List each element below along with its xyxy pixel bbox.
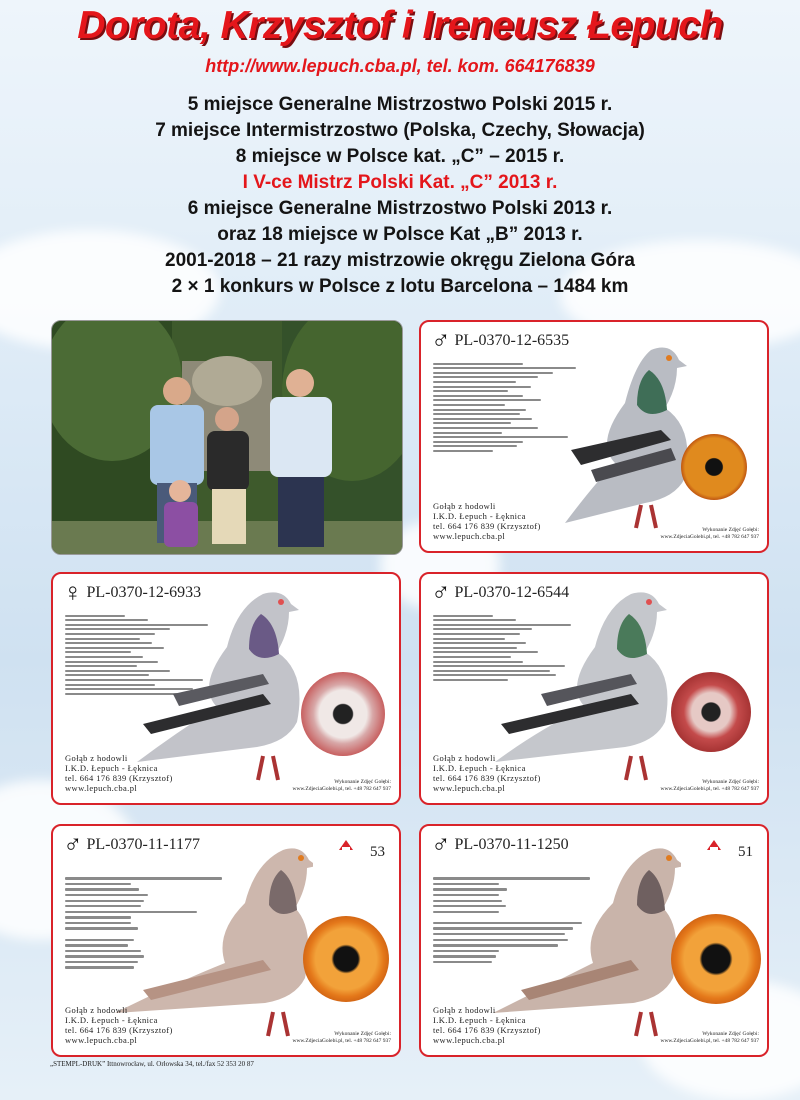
photo-credit [660, 1031, 759, 1045]
printer-footer: „STEMPL-DRUK” Ittnowrocław, ul. Orłowska 34, tel./fax 52 353 20 87 [50, 1060, 254, 1068]
breeder-line: tel. 664 176 839 (Krzysztof) [433, 1025, 541, 1035]
ring-number: PL-0370-11-1250 [454, 836, 569, 853]
male-symbol-icon: ♂ [431, 326, 451, 355]
achievement-line: 2 × 1 konkurs w Polsce z lotu Barcelona – 1484 km [171, 276, 629, 297]
contact-line: http://www.lepuch.cba.pl, tel. kom. 664176839 [205, 56, 595, 76]
breeder-line: tel. 664 176 839 (Krzysztof) [65, 1025, 173, 1035]
breeder-line: tel. 664 176 839 (Krzysztof) [65, 773, 173, 783]
breeder-line: I.K.D. Łepuch - Łęknica [433, 763, 526, 773]
breeder-info [65, 753, 173, 793]
pigeon-eye-image [301, 672, 385, 756]
photo-credit [660, 779, 759, 793]
breeder-line: Gołąb z hodowli [65, 753, 128, 763]
credit-line: Wykonanie Zdjęć Gołębi: [334, 1031, 391, 1037]
male-symbol-icon: ♂ [431, 578, 451, 607]
pigeon-eye-image [671, 672, 751, 752]
breeder-info [433, 501, 541, 541]
breeder-line: Gołąb z hodowli [433, 501, 496, 511]
credit-line: Wykonanie Zdjęć Gołębi: [702, 779, 759, 785]
male-symbol-icon: ♂ [431, 830, 451, 859]
breeder-line: I.K.D. Łepuch - Łęknica [65, 1015, 158, 1025]
breeder-line: tel. 664 176 839 (Krzysztof) [433, 521, 541, 531]
achievement-line: 5 miejsce Generalne Mistrzostwo Polski 2015 r. [187, 94, 613, 115]
achievement-line: 6 miejsce Generalne Mistrzostwo Polski 2013 r. [187, 198, 613, 219]
achievement-line: 8 miejsce w Polsce kat. „C” – 2015 r. [235, 146, 565, 167]
credit-line: www.ZdjeciaGolebi.pl, tel. +48 782 647 937 [292, 1038, 391, 1044]
page-title: Dorota, Krzysztof i Ireneusz Łepuch [77, 4, 723, 47]
photo-credit [292, 1031, 391, 1045]
breeder-line: I.K.D. Łepuch - Łęknica [65, 763, 158, 773]
credit-line: www.ZdjeciaGolebi.pl, tel. +48 782 647 937 [660, 786, 759, 792]
achievement-line: 7 miejsce Intermistrzostwo (Polska, Czechy, Słowacja) [155, 120, 645, 141]
breeder-line: I.K.D. Łepuch - Łęknica [433, 1015, 526, 1025]
breeder-line: tel. 664 176 839 (Krzysztof) [433, 773, 541, 783]
photo-credit [660, 527, 759, 541]
club-logo-icon [337, 838, 355, 852]
pigeon-card [51, 824, 401, 1057]
breeder-line: www.lepuch.cba.pl [433, 783, 506, 793]
breeder-info [65, 1005, 173, 1045]
pigeon-eye-image [681, 434, 747, 500]
breeder-line: www.lepuch.cba.pl [65, 1035, 138, 1045]
credit-line: www.ZdjeciaGolebi.pl, tel. +48 782 647 937 [660, 1038, 759, 1044]
credit-line: www.ZdjeciaGolebi.pl, tel. +48 782 647 937 [292, 786, 391, 792]
breeder-line: Gołąb z hodowli [433, 753, 496, 763]
credit-line: Wykonanie Zdjęć Gołębi: [334, 779, 391, 785]
ring-number: PL-0370-12-6535 [454, 332, 570, 349]
pigeon-card [51, 572, 401, 805]
photo-credit [292, 779, 391, 793]
credit-line: Wykonanie Zdjęć Gołębi: [702, 527, 759, 533]
pigeon-card [419, 320, 769, 553]
breeder-line: Gołąb z hodowli [433, 1005, 496, 1015]
breeder-line: www.lepuch.cba.pl [65, 783, 138, 793]
ring-number: PL-0370-12-6544 [454, 584, 570, 601]
breeder-info [433, 753, 541, 793]
breeder-info [433, 1005, 541, 1045]
card-number: 53 [370, 844, 385, 860]
ring-number: PL-0370-12-6933 [86, 584, 202, 601]
breeder-line: Gołąb z hodowli [65, 1005, 128, 1015]
pigeon-card [419, 572, 769, 805]
pigeon-card [419, 824, 769, 1057]
family-photo [51, 320, 403, 555]
pigeon-image [531, 330, 711, 530]
female-symbol-icon: ♀ [63, 578, 83, 607]
male-symbol-icon: ♂ [63, 830, 83, 859]
breeder-line: www.lepuch.cba.pl [433, 1035, 506, 1045]
pigeon-eye-image [671, 914, 761, 1004]
achievements-list [0, 92, 800, 300]
achievement-line: oraz 18 miejsce w Polsce Kat „B” 2013 r. [217, 224, 583, 245]
achievement-line: 2001-2018 – 21 razy mistrzowie okręgu Zielona Góra [165, 250, 635, 271]
card-number: 51 [738, 844, 753, 860]
credit-line: Wykonanie Zdjęć Gołębi: [702, 1031, 759, 1037]
pigeon-eye-image [303, 916, 389, 1002]
achievement-line-highlight: I V-ce Mistrz Polski Kat. „C” 2013 r. [242, 172, 558, 193]
credit-line: www.ZdjeciaGolebi.pl, tel. +48 782 647 937 [660, 534, 759, 540]
ring-number: PL-0370-11-1177 [86, 836, 200, 853]
breeder-line: I.K.D. Łepuch - Łęknica [433, 511, 526, 521]
club-logo-icon [705, 838, 723, 852]
breeder-line: www.lepuch.cba.pl [433, 531, 506, 541]
